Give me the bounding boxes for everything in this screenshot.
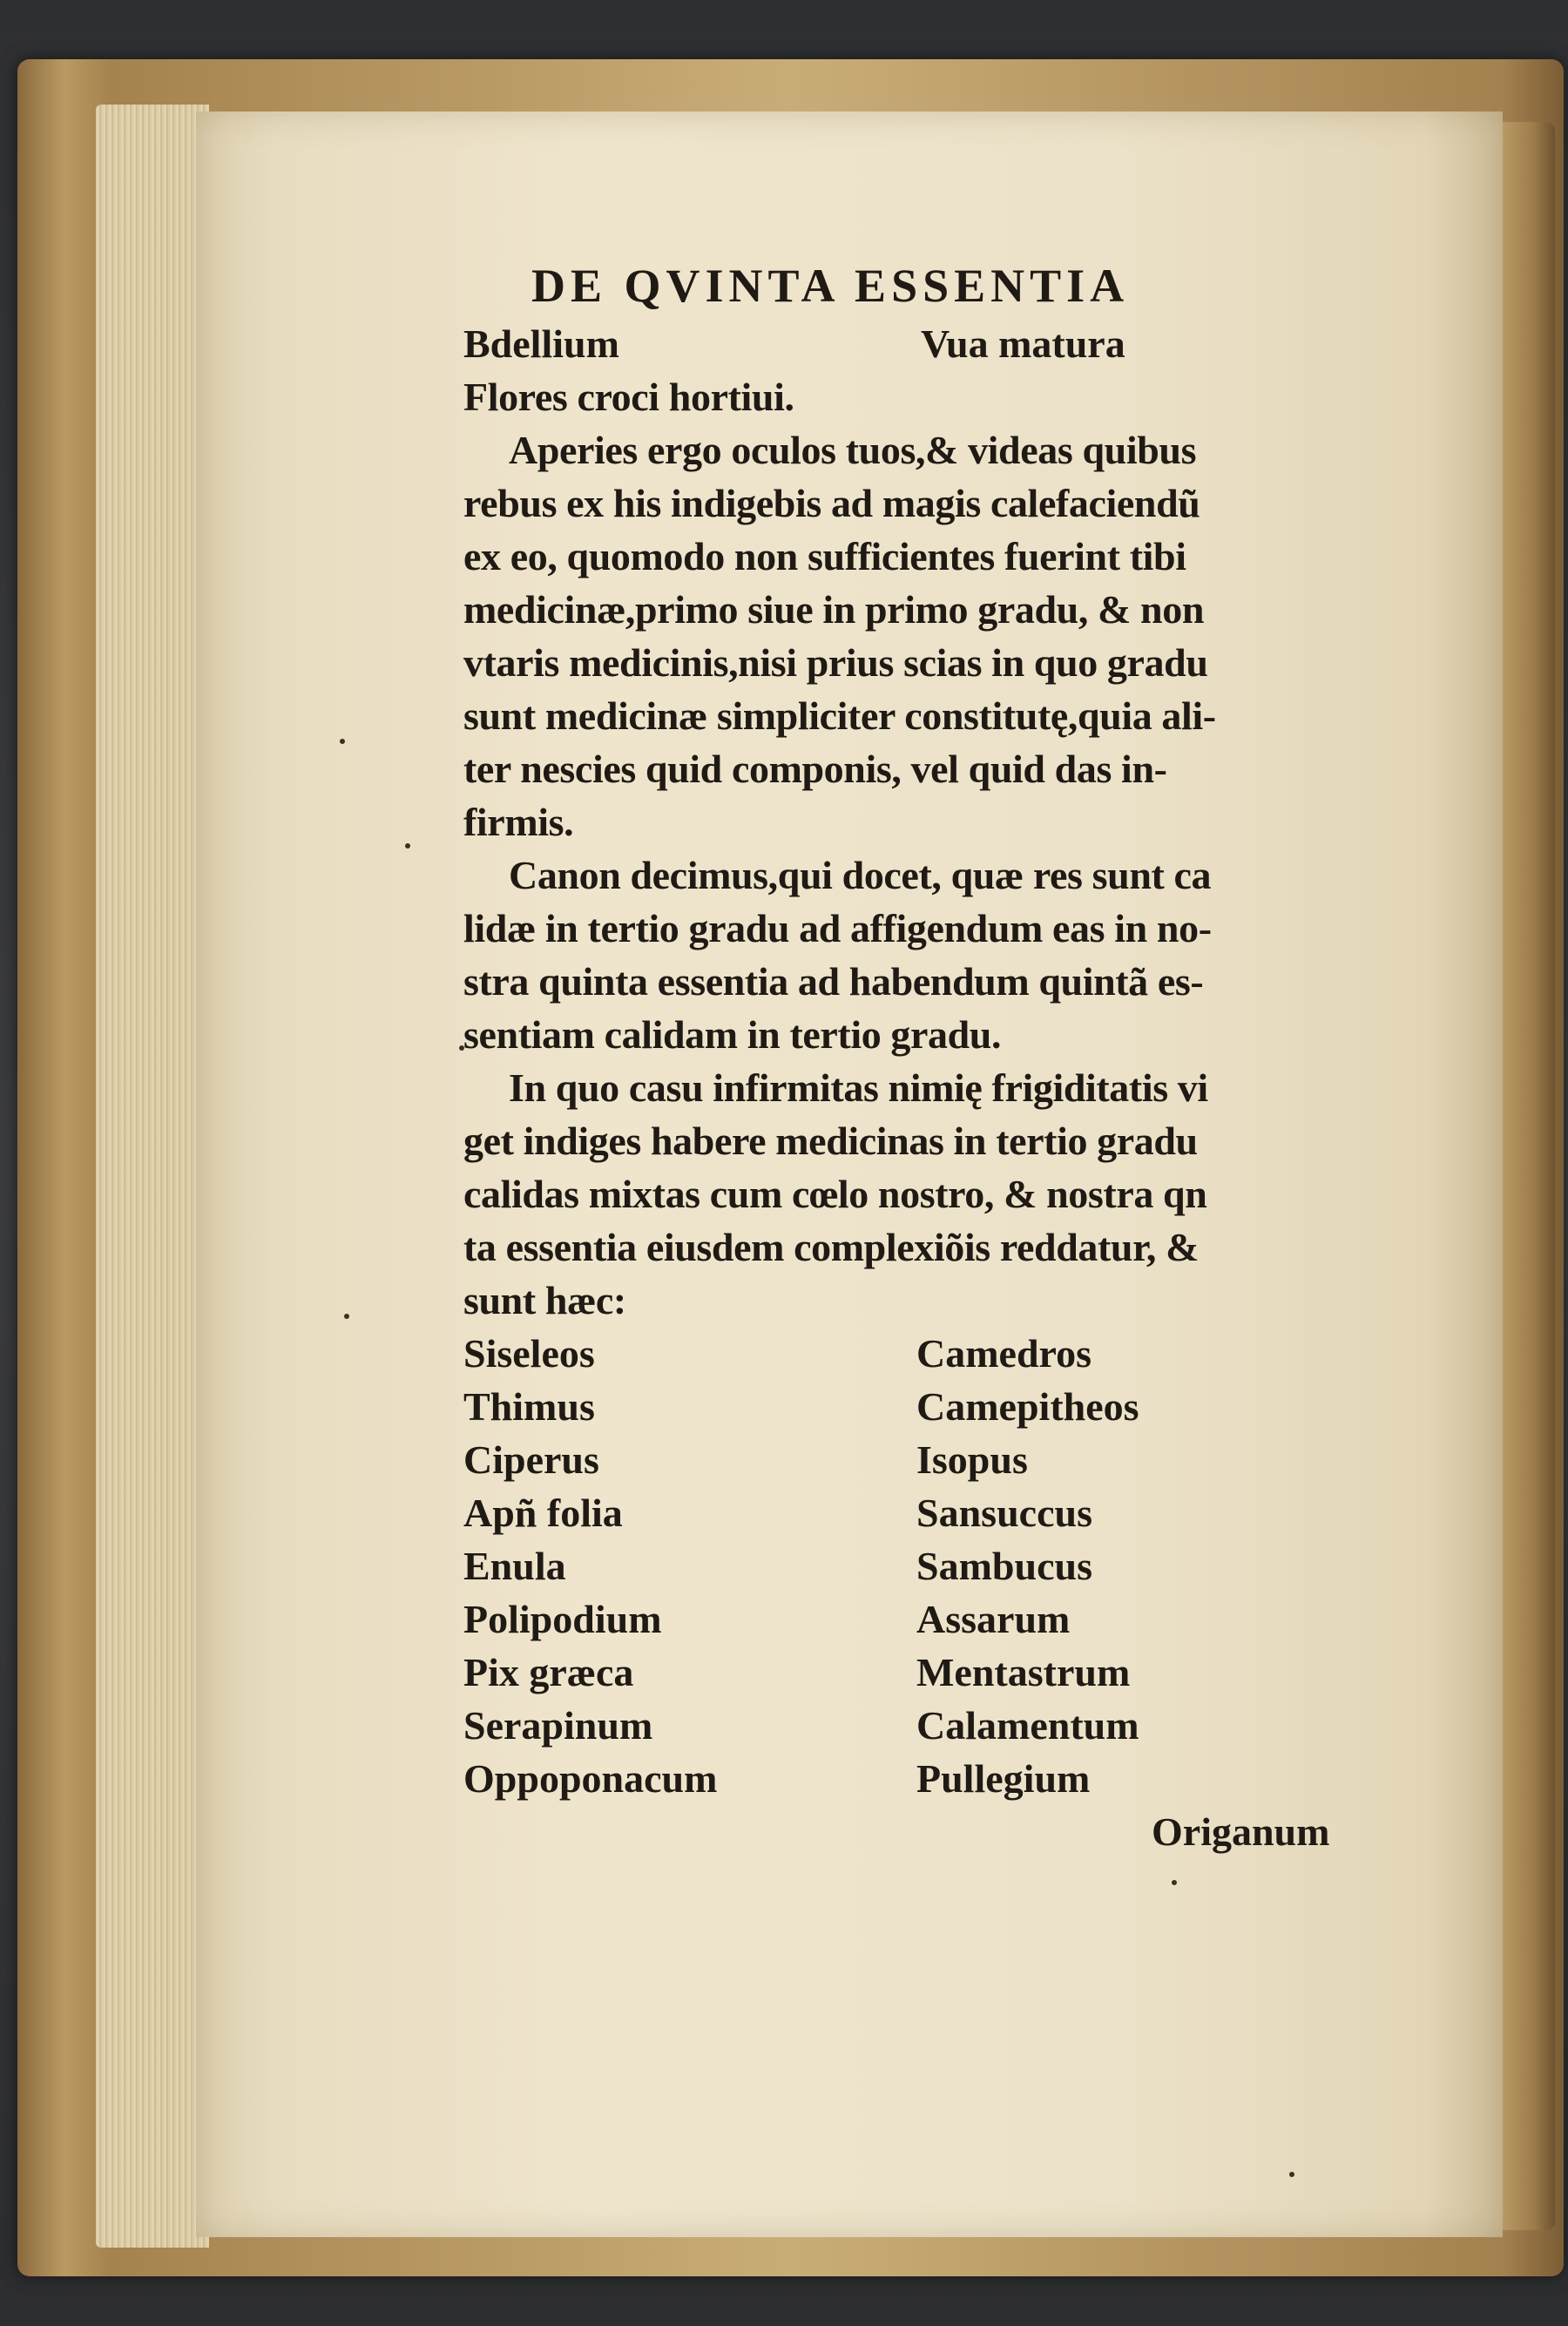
ingredient-left: Polipodium — [463, 1597, 662, 1641]
ingredient-list — [463, 1327, 1387, 1805]
ingredient-right: Sambucus — [916, 1544, 1092, 1588]
text-line: ta essentia eiusdem complexiõis reddatur, & — [463, 1225, 1199, 1269]
ink-speck — [1172, 1880, 1177, 1885]
ingredient-right: Mentastrum — [916, 1650, 1131, 1694]
text-line: lidæ in tertio gradu ad affigendum eas in no- — [463, 906, 1212, 950]
ingredient-row — [463, 1539, 1387, 1592]
text-line: Aperies ergo oculos tuos,& videas quibus — [509, 428, 1197, 472]
text-line: calidas mixtas cum cœlo nostro, & nostra qn — [463, 1172, 1207, 1216]
ingredient-row — [463, 1327, 1387, 1380]
ingredient-left: Enula — [463, 1544, 566, 1588]
ingredient-right: Camedros — [916, 1331, 1092, 1376]
ingredient-left: Siseleos — [463, 1331, 595, 1376]
ingredient-left: Bdellium — [463, 321, 619, 366]
text-line: stra quinta essentia ad habendum quintã es- — [463, 959, 1204, 1004]
ingredient-row — [463, 1380, 1387, 1433]
ink-speck — [340, 739, 345, 744]
text-line: ter nescies quid componis, vel quid das in- — [463, 747, 1167, 791]
running-heading: DE QVINTA ESSENTIA — [531, 260, 1130, 312]
ingredient-right: Pullegium — [916, 1756, 1091, 1801]
ingredient-right: Sansuccus — [916, 1491, 1092, 1535]
ingredient-left: Pix græca — [463, 1650, 634, 1694]
text-line: sunt hæc: — [463, 1278, 626, 1322]
ingredient-left: Thimus — [463, 1384, 595, 1429]
ingredient-row — [463, 1699, 1387, 1752]
text-line: vtaris medicinis,nisi prius scias in quo gradu — [463, 640, 1208, 685]
text-line: Flores croci hortiui. — [463, 375, 794, 419]
ingredient-row — [463, 1752, 1387, 1805]
ingredient-trailing-row — [463, 1805, 1387, 1858]
text-line: sentiam calidam in tertio gradu. — [463, 1012, 1002, 1057]
text-line: firmis. — [463, 800, 574, 844]
ingredient-left: Ciperus — [463, 1437, 599, 1482]
text-line: sunt medicinæ simpliciter constitutę,quia ali- — [463, 693, 1216, 738]
text-line: Canon decimus,qui docet, quæ res sunt ca — [509, 853, 1212, 897]
ingredient-row — [463, 1592, 1387, 1646]
ingredient-pair-row — [463, 317, 1387, 370]
ingredient-trailing: Origanum — [1152, 1809, 1330, 1854]
ingredient-left: Oppoponacum — [463, 1756, 718, 1801]
right-binding-edge — [1503, 122, 1555, 2230]
text-line: In quo casu infirmitas nimię frigiditatis vi — [509, 1065, 1208, 1110]
ingredient-right: Assarum — [916, 1597, 1071, 1641]
ingredient-right: Isopus — [916, 1437, 1028, 1482]
ink-speck — [405, 843, 410, 849]
ingredient-right: Vua matura — [921, 321, 1125, 366]
ingredient-row — [463, 1646, 1387, 1699]
text-line: ex eo, quomodo non sufficientes fuerint tibi — [463, 534, 1186, 578]
page-text — [463, 254, 1387, 1858]
text-line: rebus ex his indigebis ad magis calefaciendũ — [463, 481, 1200, 525]
ingredient-right: Camepitheos — [916, 1384, 1139, 1429]
page-stack-edge — [96, 105, 209, 2248]
text-line: medicinæ,primo siue in primo gradu, & non — [463, 587, 1205, 632]
ingredient-row — [463, 1486, 1387, 1539]
ingredient-left: Serapinum — [463, 1703, 653, 1748]
ingredient-left: Apñ folia — [463, 1491, 623, 1535]
text-line: get indiges habere medicinas in tertio gradu — [463, 1119, 1198, 1163]
ingredient-right: Calamentum — [916, 1703, 1139, 1748]
ink-speck — [344, 1314, 349, 1319]
ingredient-row — [463, 1433, 1387, 1486]
ink-speck — [1289, 2172, 1294, 2177]
